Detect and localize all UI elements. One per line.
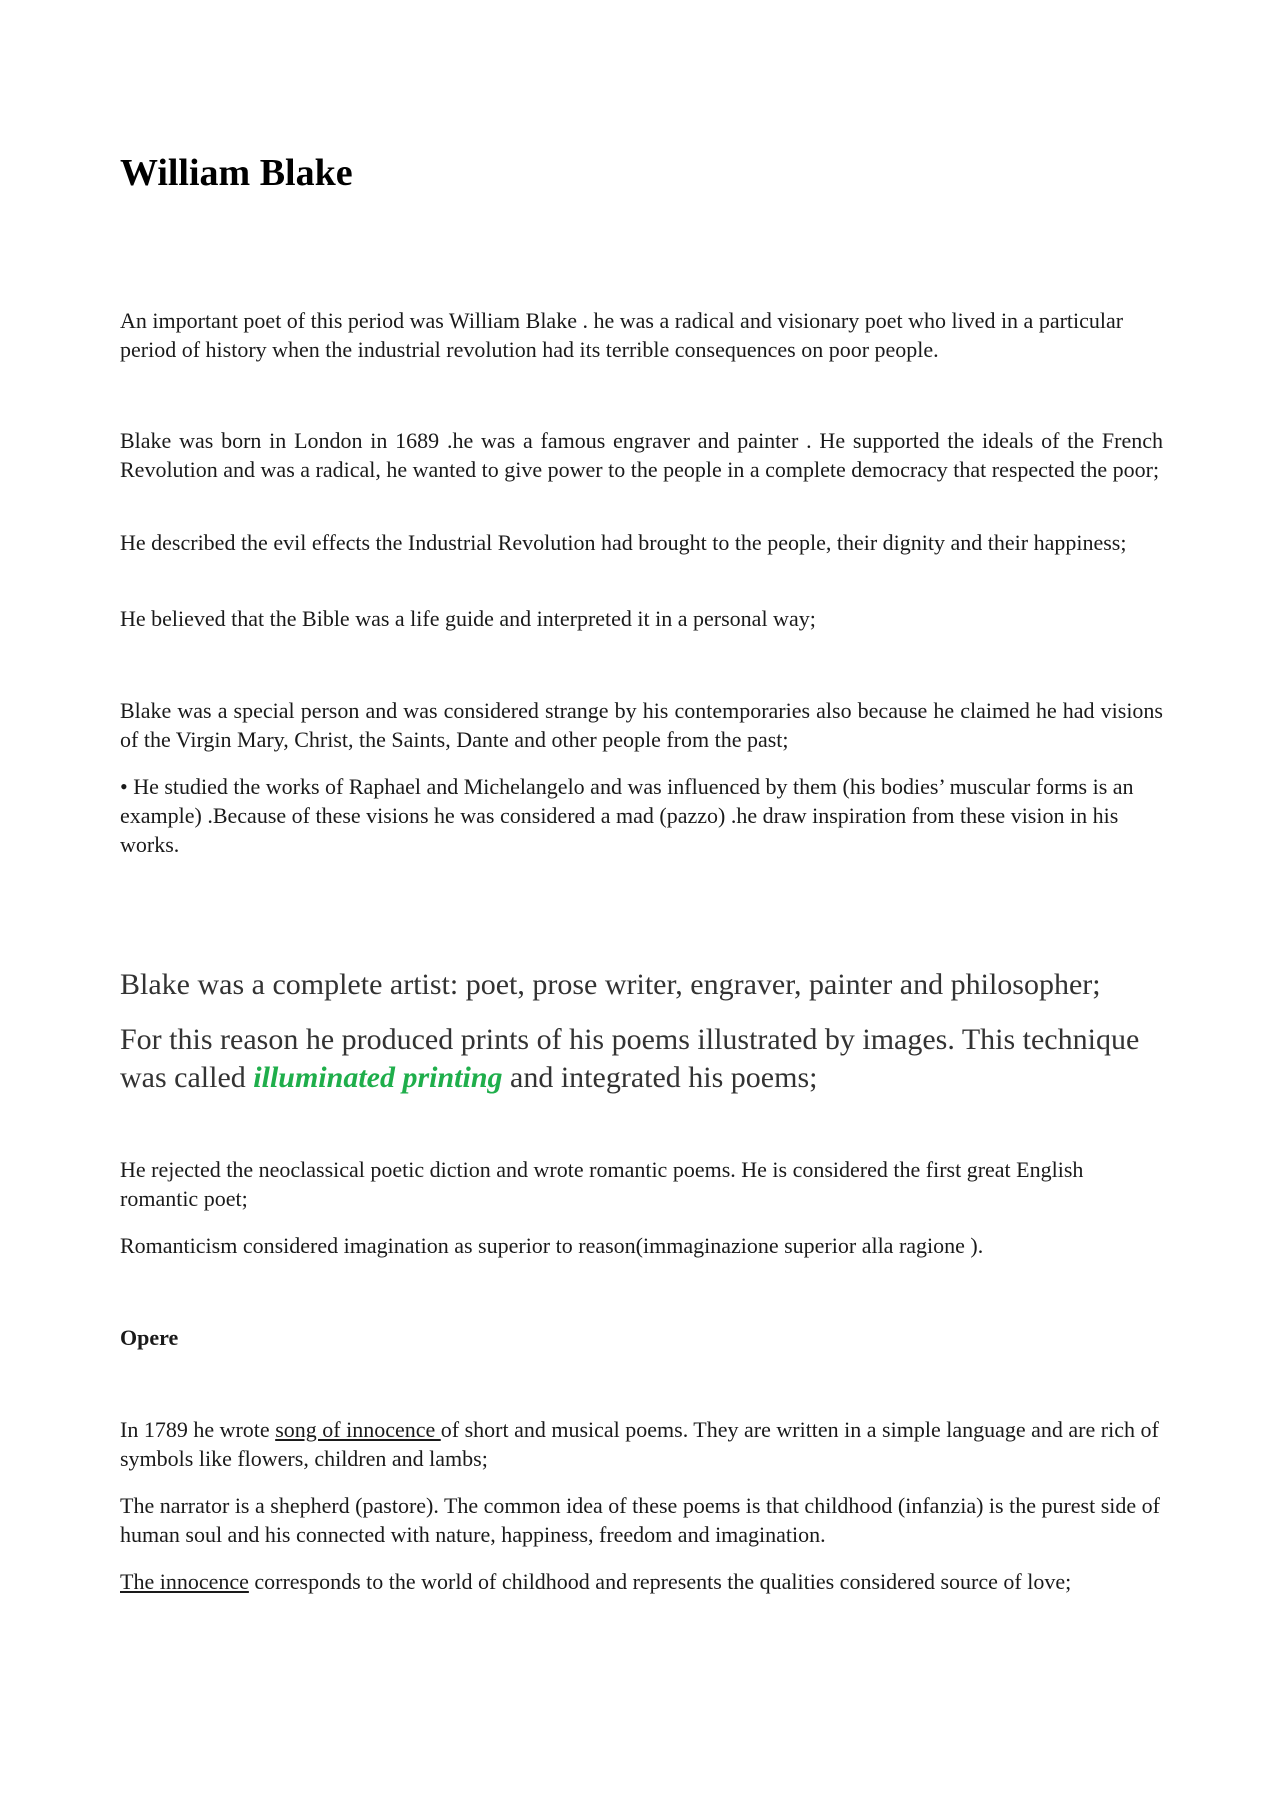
- text-run: In 1789 he wrote: [120, 1417, 276, 1442]
- paragraph-narrator: The narrator is a shepherd (pastore). The common idea of these poems is that childhood (infanzia) is the purest side of human soul and his connected with nature, happiness, freedom and imagination.: [120, 1493, 1160, 1547]
- underlined-term: The innocence: [120, 1569, 249, 1594]
- paragraph-bible: He believed that the Bible was a life guide and interpreted it in a personal way;: [120, 606, 816, 631]
- paragraph-complete-artist: Blake was a complete artist: poet, prose writer, engraver, painter and philosopher;: [120, 968, 1101, 1001]
- paragraph-romanticism: Romanticism considered imagination as superior to reason(immaginazione superior alla ragione ).: [120, 1233, 984, 1258]
- paragraph-biography: Blake was born in London in 1689 .he was a famous engraver and painter . He supported the ideals of the French Revolution and was a radical, he wanted to give power to the people in a complete democracy that respected the poor;: [120, 428, 1163, 482]
- text-run: corresponds to the world of childhood and represents the qualities considered source of love;: [248, 1569, 1072, 1594]
- paragraph-illuminated-printing: [120, 1021, 1163, 1097]
- paragraph-song-of-innocence: [120, 1415, 1163, 1473]
- paragraph-visions: Blake was a special person and was considered strange by his contemporaries also because he claimed he had visions of the Virgin Mary, Christ, the Saints, Dante and other people from the past;: [120, 698, 1163, 752]
- paragraph-innocence: [120, 1567, 1163, 1596]
- section-heading-opere: Opere: [120, 1325, 179, 1350]
- text-run: of short and musical poems. They are written in a simple language and are rich of symbols like flowers, children and lambs;: [120, 1417, 1159, 1471]
- text-run: For this reason he produced prints of his poems illustrated by images. This technique was called: [120, 1023, 1140, 1094]
- underlined-title: song of innocence: [275, 1417, 441, 1442]
- paragraph-raphael-michelangelo: • He studied the works of Raphael and Michelangelo and was influenced by them (his bodies’ muscular forms is an example) .Because of these visions he was considered a mad (pazzo) .he draw inspiration from these vision in his works.: [120, 774, 1134, 857]
- paragraph-industrial-revolution: He described the evil effects the Industrial Revolution had brought to the people, their dignity and their happiness;: [120, 530, 1127, 555]
- highlighted-term: illuminated printing: [253, 1061, 503, 1094]
- paragraph-neoclassical: He rejected the neoclassical poetic diction and wrote romantic poems. He is considered the first great English romantic poet;: [120, 1157, 1084, 1211]
- document-title: William Blake: [120, 152, 353, 194]
- paragraph-intro: An important poet of this period was William Blake . he was a radical and visionary poet who lived in a particular period of history when the industrial revolution had its terrible consequences on poor people.: [120, 308, 1124, 362]
- text-run: and integrated his poems;: [502, 1061, 818, 1094]
